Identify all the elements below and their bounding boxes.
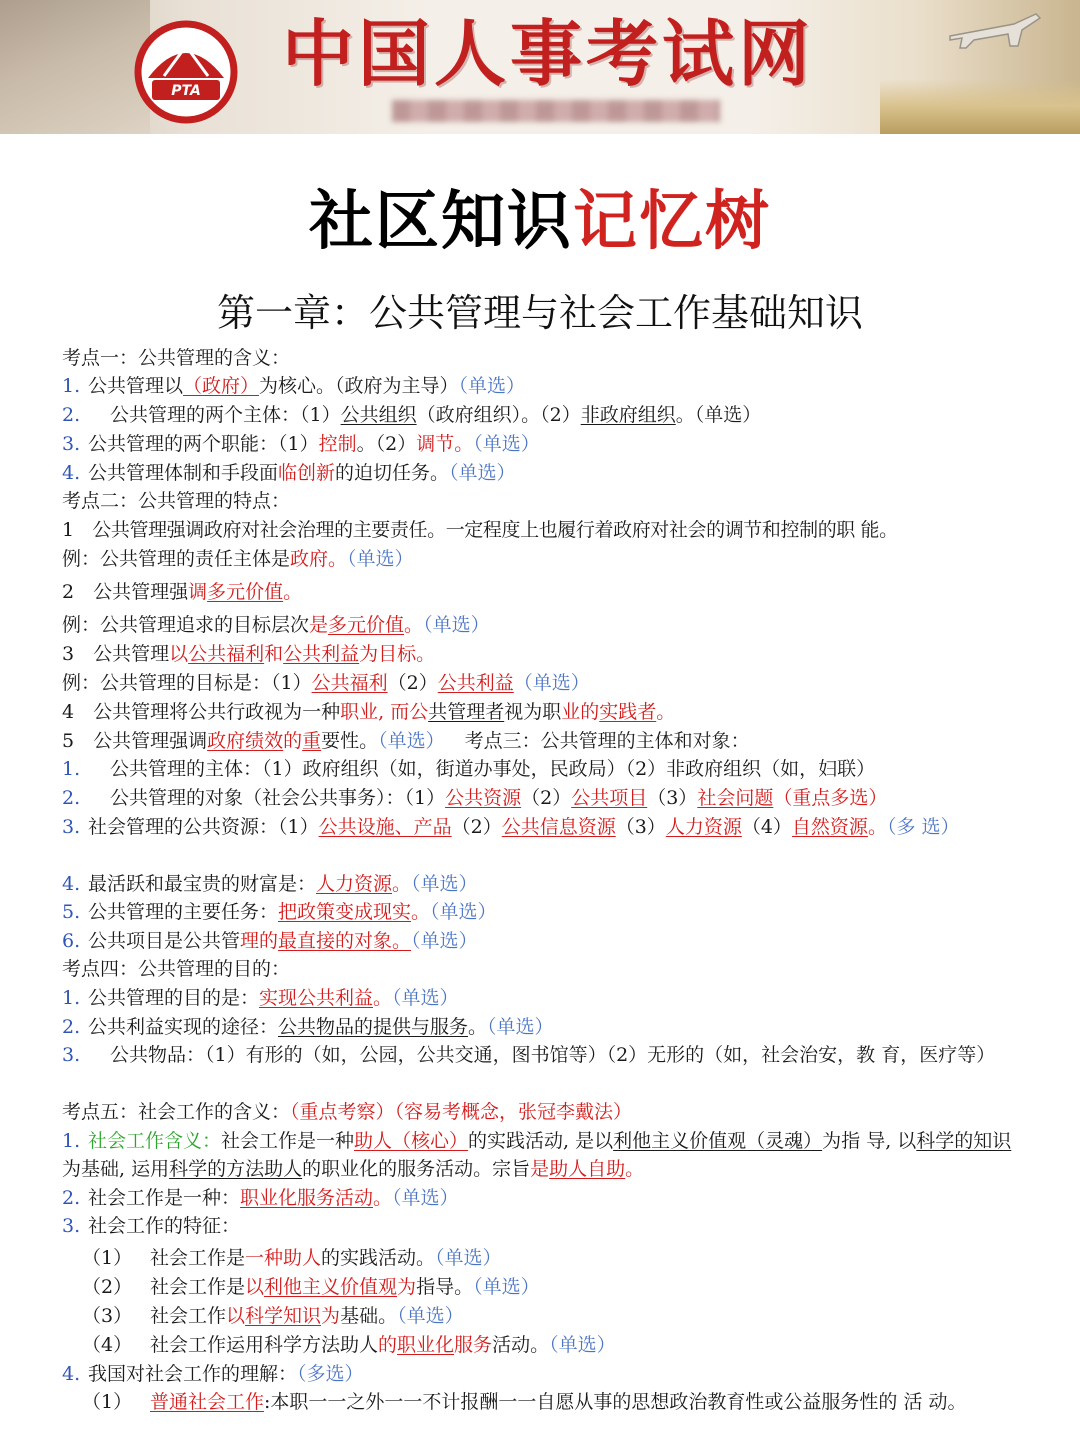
list-item: 2. 公共管理的两个主体：（1）公共组织（政府组织）。（2）非政府组织。（单选） (62, 404, 762, 426)
pta-logo-icon (134, 20, 238, 124)
section-heading-1: 考点一：公共管理的含义： (62, 347, 291, 369)
example-line: 例：公共管理追求的目标层次是多元价值。（单选） (62, 614, 490, 636)
document-title (0, 180, 1080, 264)
section-heading-4: 考点四：公共管理的目的： (62, 958, 291, 980)
list-item: 2 公共管理强调多元价值。 (62, 581, 303, 603)
title-black-part: 社区知识 (309, 185, 573, 259)
great-wall-decoration (0, 0, 150, 134)
list-item: 3. 公共物品：（1）有形的（如，公园，公共交通，图书馆等）（2）无形的（如，社会治安，教 育，医疗等） (62, 1044, 996, 1066)
example-line: 例：公共管理的责任主体是政府。（单选） (62, 548, 414, 570)
sub-list-item: （1） 社会工作是一种助人的实践活动。（单选） (82, 1247, 502, 1269)
list-item: 3. 社会工作的特征： (62, 1215, 241, 1237)
header-banner (0, 0, 1080, 134)
list-item: 1. 社会工作含义：社会工作是一种助人（核心）的实践活动, 是以利他主义价值观（灵魂）为指 导, 以科学的知识为基础, 运用科学的方法助人的职业化的服务活动。宗旨是助人自助。 (62, 1130, 1012, 1180)
list-item: 4. 最活跃和最宝贵的财富是：人力资源。（单选） (62, 873, 478, 895)
list-item: 1. 公共管理以（政府）为核心。（政府为主导）（单选） (62, 375, 526, 397)
list-item: 2. 公共利益实现的途径：公共物品的提供与服务。（单选） (62, 1016, 554, 1038)
sub-list-item: （4） 社会工作运用科学方法助人的职业化服务活动。（单选） (82, 1334, 616, 1356)
sub-list-item: （2） 社会工作是以利他主义价值观为指导。（单选） (82, 1276, 540, 1298)
blurred-url-bar (392, 100, 720, 122)
site-name: 中国人事考试网 (282, 12, 815, 96)
list-item: 5. 公共管理的主要任务：把政策变成现实。（单选） (62, 901, 497, 923)
airplane-icon (944, 6, 1044, 54)
list-item: 1. 公共管理的目的是：实现公共利益。（单选） (62, 987, 459, 1009)
list-item: 4 公共管理将公共行政视为一种职业, 而公共管理者视为职业的实践者。 (62, 701, 676, 723)
list-item: 2. 公共管理的对象（社会公共事务）：（1）公共资源（2）公共项目（3）社会问题（重点多选） (62, 787, 888, 809)
list-item: 3. 社会管理的公共资源：（1）公共设施、产品（2）公共信息资源（3）人力资源（4）自然资源。（多 选） (62, 816, 960, 838)
chapter-title: 第一章：公共管理与社会工作基础知识 (216, 291, 863, 335)
list-item: 1 公共管理强调政府对社会治理的主要责任。一定程度上也履行着政府对社会的调节和控制的职 能。 (62, 519, 898, 541)
list-item: 4. 我国对社会工作的理解：（多选） (62, 1363, 364, 1385)
sub-list-item: （3） 社会工作以科学知识为基础。（单选） (82, 1305, 464, 1327)
example-line: 例：公共管理的目标是：（1）公共福利（2）公共利益（单选） (62, 672, 590, 694)
list-item: 5 公共管理强调政府绩效的重要性。（单选） 考点三：公共管理的主体和对象： (62, 730, 750, 752)
title-red-part: 记忆树 (573, 185, 771, 259)
list-item: 6. 公共项目是公共管理的最直接的对象。（单选） (62, 930, 478, 952)
list-item: 2. 社会工作是一种：职业化服务活动。（单选） (62, 1187, 459, 1209)
section-heading-2: 考点二：公共管理的特点： (62, 490, 291, 512)
logo-text: PTA (171, 83, 201, 99)
section-heading-3: 考点三：公共管理的主体和对象： (464, 730, 750, 752)
sub-list-item: （1） 普通社会工作:本职一一之外一一不计报酬一一自愿从事的思想政治教育性或公益服务性的 活 动。 (82, 1391, 967, 1413)
field-decoration (880, 79, 1080, 134)
list-item: 3 公共管理以公共福利和公共利益为目标。 (62, 643, 436, 665)
list-item: 4. 公共管理体制和手段面临创新的迫切任务。（单选） (62, 462, 516, 484)
section-heading-5: 考点五：社会工作的含义：（重点考察）（容易考概念，张冠李戴法） (62, 1101, 633, 1123)
list-item: 1. 公共管理的主体：（1）政府组织（如，街道办事处，民政局）（2）非政府组织（如，妇联） (62, 758, 876, 780)
list-item: 3. 公共管理的两个职能：（1）控制。（2）调节。（单选） (62, 433, 540, 455)
